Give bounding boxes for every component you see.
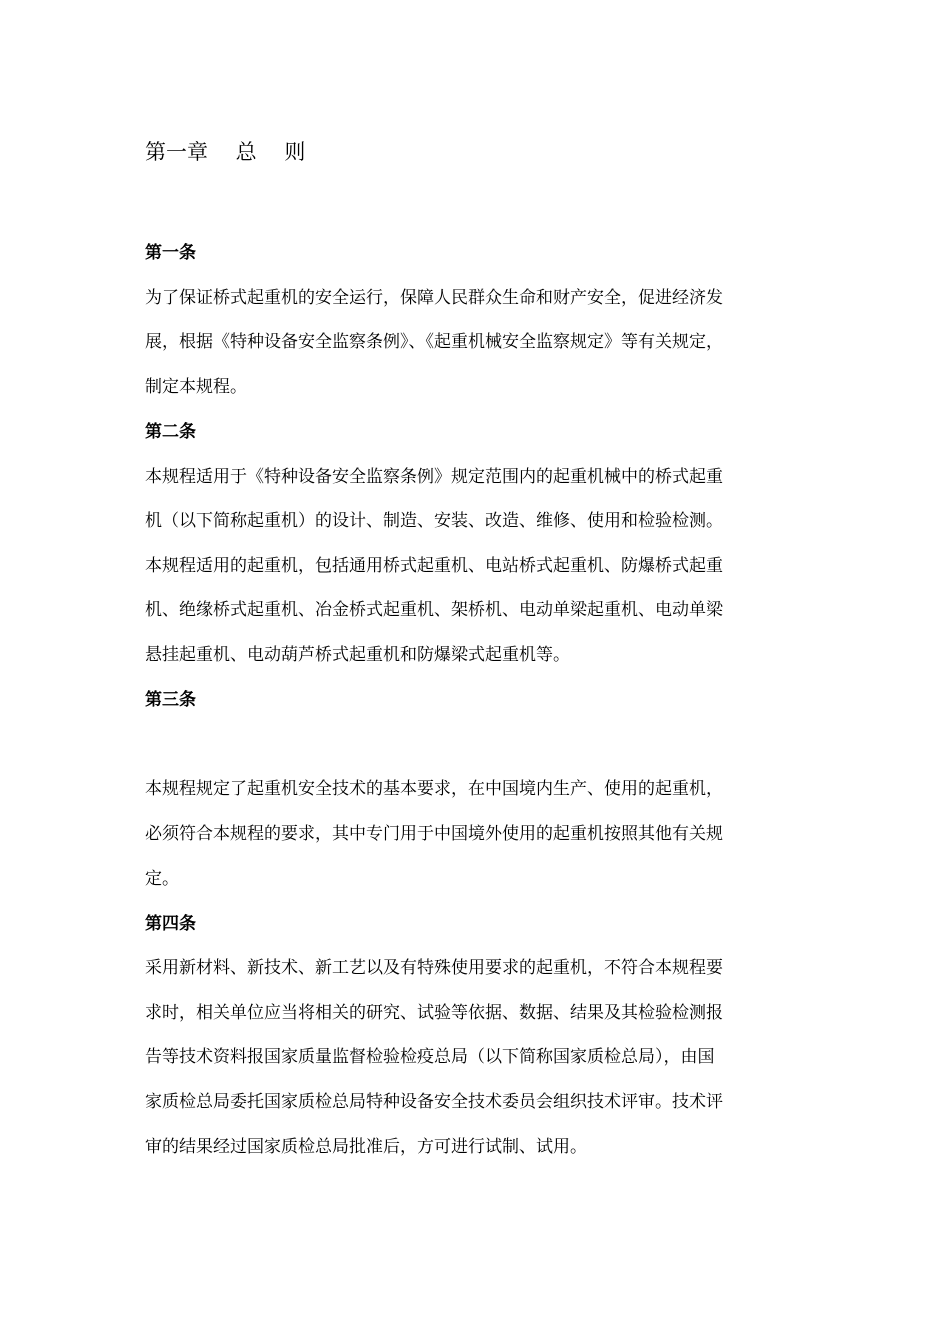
paragraph-line: 制定本规程。 — [145, 377, 247, 397]
paragraph-line: 机、绝缘桥式起重机、冶金桥式起重机、架桥机、电动单梁起重机、电动单梁 — [145, 600, 723, 620]
paragraph-line: 家质检总局委托国家质检总局特种设备安全技术委员会组织技术评审。技术评 — [145, 1092, 723, 1112]
paragraph-line: 展，根据《特种设备安全监察条例》、《起重机械安全监察规定》等有关规定， — [145, 332, 723, 352]
paragraph-line: 悬挂起重机、电动葫芦桥式起重机和防爆梁式起重机等。 — [145, 645, 570, 665]
paragraph-line: 采用新材料、新技术、新工艺以及有特殊使用要求的起重机，不符合本规程要 — [145, 958, 723, 978]
paragraph-line: 本规程规定了起重机安全技术的基本要求，在中国境内生产、使用的起重机， — [145, 779, 723, 799]
paragraph-line: 求时，相关单位应当将相关的研究、试验等依据、数据、结果及其检验检测报 — [145, 1003, 723, 1023]
chapter-title: 第一章 总 则 — [145, 140, 306, 164]
paragraph-line: 本规程适用于《特种设备安全监察条例》规定范围内的起重机械中的桥式起重 — [145, 467, 723, 487]
article-heading: 第三条 — [145, 690, 196, 710]
paragraph-line: 为了保证桥式起重机的安全运行，保障人民群众生命和财产安全，促进经济发 — [145, 288, 723, 308]
paragraph-line: 告等技术资料报国家质量监督检验检疫总局（以下简称国家质检总局），由国 — [145, 1047, 715, 1067]
paragraph-line: 本规程适用的起重机，包括通用桥式起重机、电站桥式起重机、防爆桥式起重 — [145, 556, 723, 576]
article-heading: 第四条 — [145, 914, 196, 934]
paragraph-line: 审的结果经过国家质检总局批准后，方可进行试制、试用。 — [145, 1137, 587, 1157]
article-heading: 第二条 — [145, 422, 196, 442]
paragraph-line: 定。 — [145, 869, 179, 889]
article-heading: 第一条 — [145, 243, 196, 263]
paragraph-line: 必须符合本规程的要求，其中专门用于中国境外使用的起重机按照其他有关规 — [145, 824, 723, 844]
paragraph-line: 机（以下简称起重机）的设计、制造、安装、改造、维修、使用和检验检测。 — [145, 511, 723, 531]
